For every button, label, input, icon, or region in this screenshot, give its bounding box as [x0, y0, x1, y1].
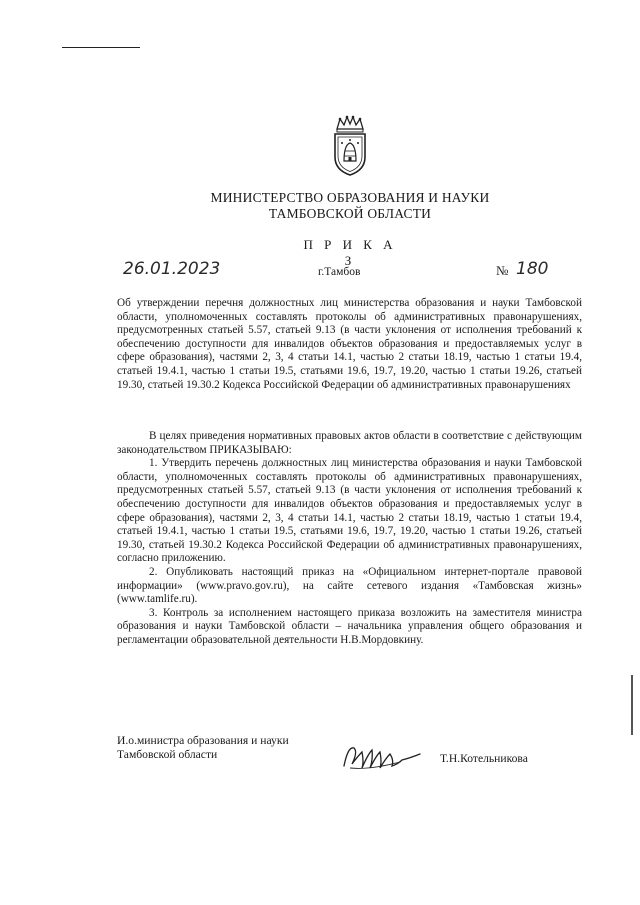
ministry-name-line1: МИНИСТЕРСТВО ОБРАЗОВАНИЯ И НАУКИ: [210, 190, 490, 205]
preamble-text: В целях приведения нормативных правовых актов области в соответствие с действующим законодательством ПРИКАЗЫВАЮ:: [117, 430, 582, 456]
signatory-name: Т.Н.Котельникова: [440, 752, 528, 765]
title-text: Об утверждении перечня должностных лиц министерства образования и науки Тамбовской области, уполномоченных составлять протоколы об административных правонарушениях, предусмотренных статьей 5.57, статьей 9.13 (в части уклонения от исполнения требований к обеспечению доступности для инвалидов объектов образования и предоставляемых услуг в сфере образования), частями 2, 3, 4 статьи 14.1, частью 2 статьи 18.19, частью 1 статьи 19.4, статьей 19.4.1, частью 1 статьи 19.5, статьями 19.6, 19.7, 19.20, частью 1 статьи 19.26, статьей 19.30, статьей 19.30.2 Кодекса Российской Федерации об административных правонарушениях: [117, 297, 582, 391]
document-body: [117, 430, 582, 648]
signatory-position-line1: И.о.министра образования и науки: [117, 734, 289, 747]
document-number: 180: [516, 259, 549, 279]
document-city: г.Тамбов: [318, 266, 361, 278]
scan-line-top: [62, 47, 140, 48]
document-date: 26.01.2023: [123, 259, 221, 279]
document-type: П Р И К А З: [303, 237, 397, 268]
order-item-3: 3. Контроль за исполнением настоящего приказа возложить на заместителя министра образования и науки Тамбовской области – начальника управления общего образования и регламентации образовательной деятельности Н.В.Мордовкину.: [117, 606, 582, 646]
document-number-prefix: №: [496, 263, 509, 278]
ministry-name-line2: ТАМБОВСКОЙ ОБЛАСТИ: [268, 206, 432, 221]
scan-edge-right: [631, 675, 633, 735]
order-item-1: 1. Утвердить перечень должностных лиц министерства образования и науки Тамбовской области, уполномоченных составлять протоколы об административных правонарушениях, предусмотренных статьей 5.57, статьей 9.13 (в части уклонения от исполнения требований к обеспечению доступности для инвалидов объектов образования и предоставляемых услуг в сфере образования), частями 2, 3, 4 статьи 14.1, частью 2 статьи 18.19, частью 1 статьи 19.4, статьей 19.4.1, частью 1 статьи 19.5, статьями 19.6, 19.7, 19.20, частью 1 статьи 19.26, статьей 19.30, статьей 19.30.2 Кодекса Российской Федерации об административных правонарушениях, согласно приложению.: [117, 457, 582, 565]
handwritten-signature-icon: [340, 738, 425, 776]
order-item-2: 2. Опубликовать настоящий приказ на «Официальном интернет-портале правовой информации» (www.pravo.gov.ru), на сайте сетевого издания «Тамбовская жизнь» (www.tamlife.ru).: [117, 565, 582, 606]
signatory-position: [117, 734, 289, 762]
document-title: [117, 297, 582, 392]
tambov-coat-of-arms-icon: [327, 115, 373, 177]
signatory-position-line2: Тамбовской области: [117, 748, 218, 761]
